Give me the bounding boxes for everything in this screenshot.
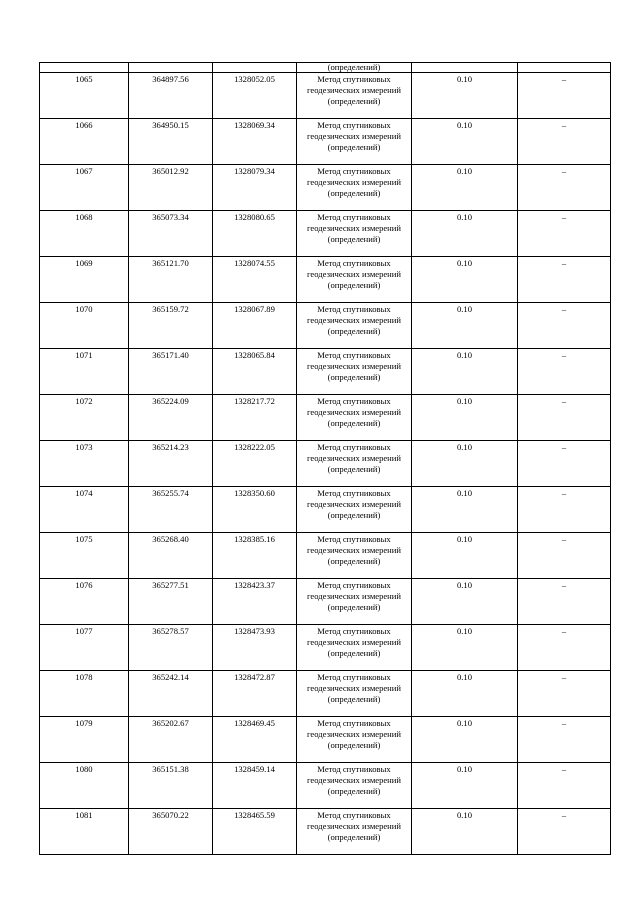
- cell-note: –: [518, 303, 611, 349]
- cell-x: 365012.92: [129, 165, 213, 211]
- table-row: [40, 487, 611, 533]
- cell-note: –: [518, 211, 611, 257]
- cell-method: Метод спутниковых геодезических измерений (определений): [297, 763, 412, 809]
- table-row: [40, 119, 611, 165]
- table-row: [40, 73, 611, 119]
- cell-method: Метод спутниковых геодезических измерений (определений): [297, 487, 412, 533]
- cell-x: [129, 63, 213, 73]
- table-row: [40, 303, 611, 349]
- table-row: [40, 763, 611, 809]
- cell-point: 1074: [40, 487, 129, 533]
- cell-method: Метод спутниковых геодезических измерений (определений): [297, 717, 412, 763]
- cell-accuracy: 0.10: [412, 671, 518, 717]
- cell-x: 365202.67: [129, 717, 213, 763]
- cell-accuracy: 0.10: [412, 533, 518, 579]
- table-row-continued: [40, 63, 611, 73]
- cell-x: 365159.72: [129, 303, 213, 349]
- cell-point: 1079: [40, 717, 129, 763]
- cell-method: Метод спутниковых геодезических измерений (определений): [297, 165, 412, 211]
- cell-method: Метод спутниковых геодезических измерений (определений): [297, 349, 412, 395]
- cell-x: 365073.34: [129, 211, 213, 257]
- cell-x: 365242.14: [129, 671, 213, 717]
- cell-y: 1328473.93: [213, 625, 297, 671]
- cell-x: 365224.09: [129, 395, 213, 441]
- cell-method: Метод спутниковых геодезических измерений (определений): [297, 395, 412, 441]
- cell-note: [518, 63, 611, 73]
- cell-x: 365151.38: [129, 763, 213, 809]
- cell-note: –: [518, 625, 611, 671]
- cell-x: 365255.74: [129, 487, 213, 533]
- cell-accuracy: 0.10: [412, 257, 518, 303]
- cell-method: Метод спутниковых геодезических измерений (определений): [297, 533, 412, 579]
- cell-note: –: [518, 257, 611, 303]
- cell-y: 1328469.45: [213, 717, 297, 763]
- cell-y: 1328350.60: [213, 487, 297, 533]
- cell-y: 1328080.65: [213, 211, 297, 257]
- cell-y: 1328217.72: [213, 395, 297, 441]
- cell-accuracy: 0.10: [412, 579, 518, 625]
- cell-note: –: [518, 395, 611, 441]
- cell-accuracy: 0.10: [412, 625, 518, 671]
- table-row: [40, 671, 611, 717]
- cell-point: 1065: [40, 73, 129, 119]
- cell-accuracy: 0.10: [412, 211, 518, 257]
- table-row: [40, 395, 611, 441]
- cell-x: 364897.56: [129, 73, 213, 119]
- cell-point: 1077: [40, 625, 129, 671]
- cell-point: 1080: [40, 763, 129, 809]
- cell-y: 1328465.59: [213, 809, 297, 855]
- cell-method: (определений): [297, 63, 412, 73]
- table-row: [40, 533, 611, 579]
- cell-accuracy: 0.10: [412, 809, 518, 855]
- cell-x: 365268.40: [129, 533, 213, 579]
- cell-accuracy: 0.10: [412, 119, 518, 165]
- coordinates-table-body: [40, 63, 611, 855]
- cell-accuracy: 0.10: [412, 763, 518, 809]
- cell-accuracy: 0.10: [412, 349, 518, 395]
- cell-note: –: [518, 671, 611, 717]
- cell-method: Метод спутниковых геодезических измерений (определений): [297, 303, 412, 349]
- cell-x: 365277.51: [129, 579, 213, 625]
- cell-point: 1069: [40, 257, 129, 303]
- coordinates-table: [39, 62, 611, 855]
- cell-y: 1328065.84: [213, 349, 297, 395]
- cell-point: 1078: [40, 671, 129, 717]
- table-row: [40, 579, 611, 625]
- cell-point: 1071: [40, 349, 129, 395]
- cell-note: –: [518, 165, 611, 211]
- cell-x: 365070.22: [129, 809, 213, 855]
- cell-x: 365278.57: [129, 625, 213, 671]
- cell-method: Метод спутниковых геодезических измерений (определений): [297, 579, 412, 625]
- cell-method: Метод спутниковых геодезических измерений (определений): [297, 119, 412, 165]
- cell-x: 364950.15: [129, 119, 213, 165]
- cell-y: 1328459.14: [213, 763, 297, 809]
- cell-note: –: [518, 579, 611, 625]
- table-row: [40, 211, 611, 257]
- cell-x: 365121.70: [129, 257, 213, 303]
- cell-method: Метод спутниковых геодезических измерений (определений): [297, 625, 412, 671]
- cell-point: 1072: [40, 395, 129, 441]
- cell-note: –: [518, 809, 611, 855]
- cell-y: 1328069.34: [213, 119, 297, 165]
- cell-accuracy: 0.10: [412, 487, 518, 533]
- cell-accuracy: 0.10: [412, 165, 518, 211]
- cell-accuracy: [412, 63, 518, 73]
- cell-accuracy: 0.10: [412, 303, 518, 349]
- cell-y: 1328423.37: [213, 579, 297, 625]
- cell-note: –: [518, 349, 611, 395]
- cell-method: Метод спутниковых геодезических измерений (определений): [297, 809, 412, 855]
- cell-y: 1328222.05: [213, 441, 297, 487]
- cell-accuracy: 0.10: [412, 717, 518, 763]
- cell-method: Метод спутниковых геодезических измерений (определений): [297, 671, 412, 717]
- cell-y: [213, 63, 297, 73]
- table-row: [40, 441, 611, 487]
- table-row: [40, 257, 611, 303]
- cell-note: –: [518, 763, 611, 809]
- cell-accuracy: 0.10: [412, 441, 518, 487]
- cell-point: 1067: [40, 165, 129, 211]
- cell-y: 1328074.55: [213, 257, 297, 303]
- cell-note: –: [518, 119, 611, 165]
- cell-y: 1328067.89: [213, 303, 297, 349]
- cell-note: –: [518, 441, 611, 487]
- table-row: [40, 349, 611, 395]
- cell-y: 1328472.87: [213, 671, 297, 717]
- cell-y: 1328385.16: [213, 533, 297, 579]
- cell-point: 1081: [40, 809, 129, 855]
- cell-method: Метод спутниковых геодезических измерений (определений): [297, 211, 412, 257]
- cell-note: –: [518, 533, 611, 579]
- table-row: [40, 717, 611, 763]
- cell-y: 1328052.05: [213, 73, 297, 119]
- cell-note: –: [518, 487, 611, 533]
- cell-point: 1066: [40, 119, 129, 165]
- cell-method: Метод спутниковых геодезических измерений (определений): [297, 441, 412, 487]
- cell-point: 1070: [40, 303, 129, 349]
- cell-x: 365171.40: [129, 349, 213, 395]
- cell-accuracy: 0.10: [412, 395, 518, 441]
- table-row: [40, 625, 611, 671]
- cell-method: Метод спутниковых геодезических измерений (определений): [297, 73, 412, 119]
- cell-point: 1076: [40, 579, 129, 625]
- cell-method: Метод спутниковых геодезических измерений (определений): [297, 257, 412, 303]
- cell-point: 1075: [40, 533, 129, 579]
- cell-note: –: [518, 73, 611, 119]
- cell-point: 1068: [40, 211, 129, 257]
- cell-point: 1073: [40, 441, 129, 487]
- cell-point: [40, 63, 129, 73]
- cell-y: 1328079.34: [213, 165, 297, 211]
- cell-accuracy: 0.10: [412, 73, 518, 119]
- table-row: [40, 165, 611, 211]
- table-row: [40, 809, 611, 855]
- cell-x: 365214.23: [129, 441, 213, 487]
- cell-note: –: [518, 717, 611, 763]
